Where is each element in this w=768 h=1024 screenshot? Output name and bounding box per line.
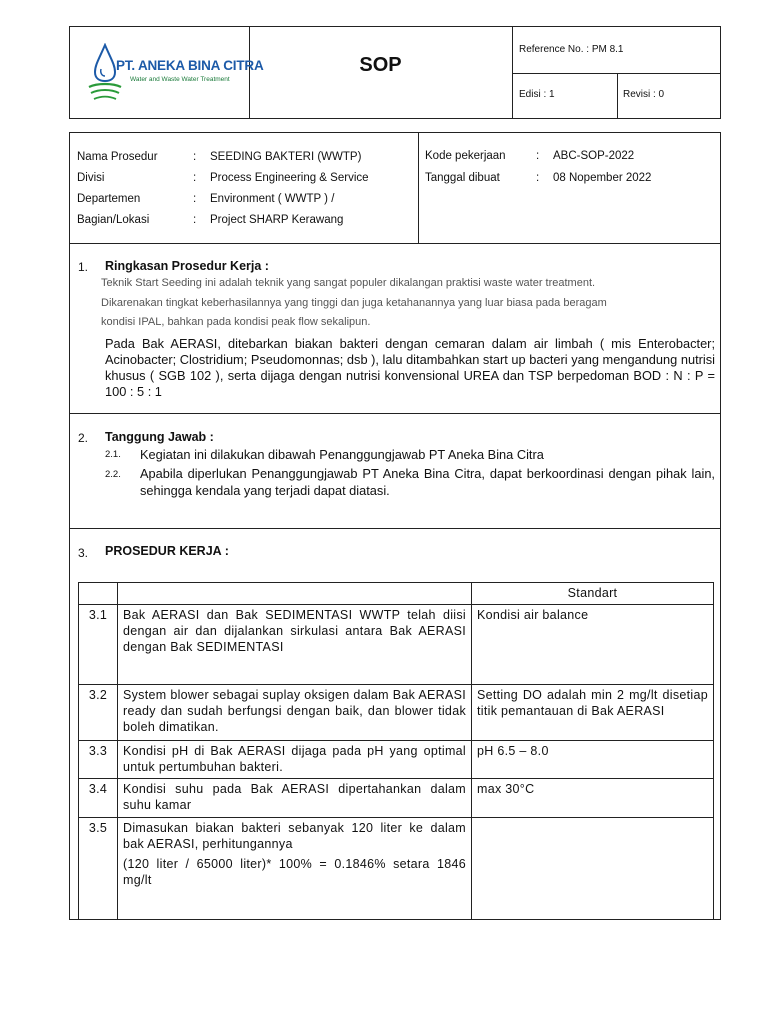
step-description: Dimasukan biakan bakteri sebanyak 120 liter ke dalam bak AERASI, perhitungannya — [123, 821, 466, 851]
table-header-row — [79, 583, 714, 605]
step-number: 3.5 — [79, 818, 118, 920]
header-divider — [512, 73, 720, 74]
list-item: Kegiatan ini dilakukan dibawah Penanggungjawab PT Aneka Bina Citra — [140, 447, 544, 462]
info-label: Tanggal dibuat — [425, 172, 500, 184]
step-description: Bak AERASI dan Bak SEDIMENTASI WWTP telah diisi dengan air dan dijalankan sirkulasi antara Bak AERASI dengan Bak SEDIMENTASI — [118, 605, 472, 685]
revision-number: Revisi : 0 — [623, 89, 665, 100]
page-title: SOP — [359, 54, 402, 76]
step-standard: max 30°C — [472, 779, 714, 818]
summary-body: Pada Bak AERASI, ditebarkan biakan bakteri dengan cemaran dalam air limbah ( mis Enterobacter; Acinobacter; Clostridium; Pseudomonnas; dsb ), lalu ditambahkan start up bacteri yang mengandung nutrisi khusus ( SGB 102 ), serta dijaga dengan nutrisi konvensional UREA dan TSP berpedoman BOD : N : P = 100 : 5 : 1 — [105, 336, 715, 399]
step-number: 3.3 — [79, 741, 118, 779]
step-calculation: (120 liter / 65000 liter)* 100% = 0.1846% setara 1846 mg/lt — [123, 857, 466, 887]
table-header-standard: Standart — [472, 583, 714, 605]
header-divider — [617, 73, 618, 118]
summary-intro-line: Teknik Start Seeding ini adalah teknik yang sangat populer dikalangan praktisi waste water treatment. — [101, 277, 596, 289]
info-separator: : — [193, 151, 197, 163]
document-body — [69, 132, 721, 920]
document-header — [69, 26, 721, 119]
table-row — [79, 779, 714, 818]
info-value: Project SHARP Kerawang — [210, 214, 344, 226]
info-value: Environment ( WWTP ) / — [210, 193, 335, 205]
step-standard: Setting DO adalah min 2 mg/lt disetiap titik pemantauan di Bak AERASI — [472, 685, 714, 741]
step-standard: pH 6.5 – 8.0 — [472, 741, 714, 779]
section-number: 1. — [78, 260, 89, 274]
info-separator: : — [193, 193, 197, 205]
table-row — [79, 741, 714, 779]
table-row — [79, 818, 714, 920]
section-divider — [70, 528, 720, 529]
section-divider — [70, 243, 720, 244]
edition-number: Edisi : 1 — [519, 89, 555, 100]
table-row — [79, 685, 714, 741]
info-label: Divisi — [77, 172, 105, 184]
table-header-cell — [118, 583, 472, 605]
step-description-cell — [118, 818, 472, 920]
procedure-table — [78, 582, 714, 920]
summary-intro-line: kondisi IPAL, bahkan pada kondisi peak flow sekalipun. — [101, 316, 371, 328]
table-header-cell — [79, 583, 118, 605]
summary-intro-line: Dikarenakan tingkat keberhasilannya yang tinggi dan juga ketahanannya yang luar biasa pada beragam — [101, 296, 607, 309]
info-value: 08 Nopember 2022 — [553, 172, 652, 184]
info-separator: : — [536, 150, 540, 162]
list-item-number: 2.2. — [105, 469, 121, 480]
step-number: 3.2 — [79, 685, 118, 741]
info-value: Process Engineering & Service — [210, 172, 369, 184]
company-name: PT. ANEKA BINA CITRA — [116, 58, 264, 73]
info-label: Bagian/Lokasi — [77, 214, 150, 226]
info-divider — [418, 133, 419, 243]
step-standard: Kondisi air balance — [472, 605, 714, 685]
step-description: System blower sebagai suplay oksigen dalam Bak AERASI ready dan sudah berfungsi dengan baik, dan blower tidak boleh dimatikan. — [118, 685, 472, 741]
section-number: 2. — [78, 431, 89, 445]
section-divider — [70, 413, 720, 414]
section-title: Tanggung Jawab : — [105, 430, 214, 444]
list-item-number: 2.1. — [105, 449, 121, 460]
step-description: Kondisi suhu pada Bak AERASI dipertahankan dalam suhu kamar — [118, 779, 472, 818]
step-description: Kondisi pH di Bak AERASI dijaga pada pH yang optimal untuk pertumbuhan bakteri. — [118, 741, 472, 779]
step-standard — [472, 818, 714, 920]
section-title: PROSEDUR KERJA : — [105, 544, 229, 558]
info-separator: : — [193, 172, 197, 184]
step-number: 3.1 — [79, 605, 118, 685]
info-separator: : — [193, 214, 197, 226]
info-label: Kode pekerjaan — [425, 150, 506, 162]
reference-number: Reference No. : PM 8.1 — [519, 44, 624, 55]
table-row — [79, 605, 714, 685]
info-value: SEEDING BAKTERI (WWTP) — [210, 151, 362, 163]
step-number: 3.4 — [79, 779, 118, 818]
section-number: 3. — [78, 546, 89, 560]
info-separator: : — [536, 172, 540, 184]
water-drop-logo-icon — [85, 43, 125, 107]
section-title: Ringkasan Prosedur Kerja : — [105, 259, 269, 273]
summary-intro — [101, 274, 701, 333]
company-tagline: Water and Waste Water Treatment — [130, 76, 230, 83]
info-label: Departemen — [77, 193, 141, 205]
list-item: Apabila diperlukan Penanggungjawab PT Aneka Bina Citra, dapat berkoordinasi dengan pihak lain, sehingga kendala yang terjadi dapat diatasi. — [140, 466, 715, 498]
info-label: Nama Prosedur — [77, 151, 158, 163]
info-value: ABC-SOP-2022 — [553, 150, 635, 162]
